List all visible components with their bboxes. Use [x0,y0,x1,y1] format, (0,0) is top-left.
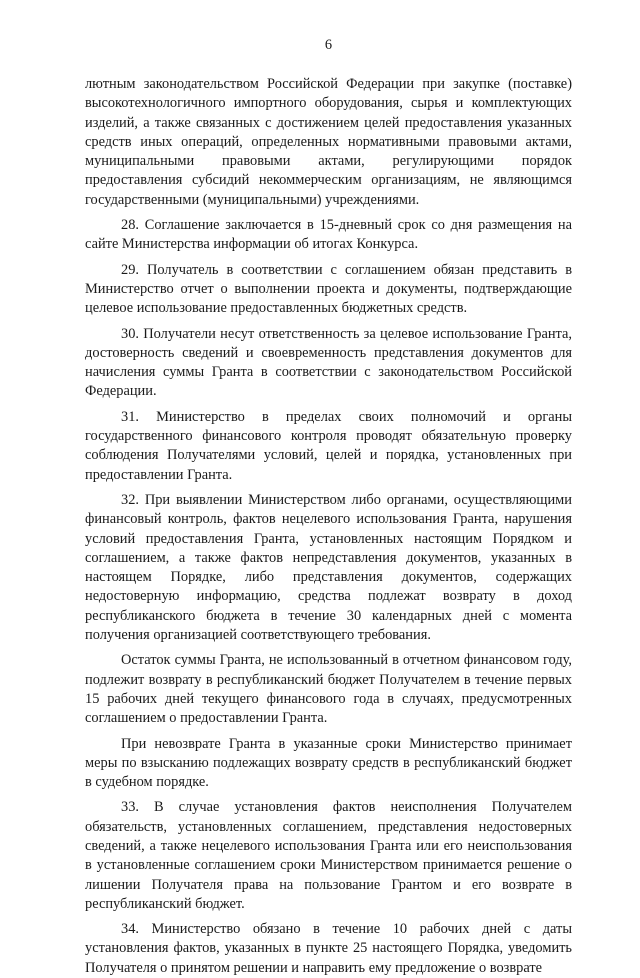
page-number: 6 [324,37,333,53]
paragraph-34: 34. Министерство обязано в течение 10 рабочих дней с даты установления фактов, указанных в пункте 25 настоящего Порядка, уведомить Получателя о принятом решении и направить ему предложение о возврате [85,921,572,976]
paragraph-28: 28. Соглашение заключается в 15-дневный срок со дня размещения на сайте Министерства информации об итогах Конкурса. [85,217,572,253]
document-body [85,75,572,978]
paragraph-33: 33. В случае установления фактов неисполнения Получателем обязательств, установленных соглашением, представления недостоверных сведений, а также нецелевого использования Гранта или его неиспользования в установленные соглашением сроки Министерством принимается решение о лишении Получателя права на пользование Грантом и его возврате в республиканский бюджет. [85,799,572,912]
paragraph-29: 29. Получатель в соответствии с соглашением обязан представить в Министерство отчет о выполнении проекта и документы, подтверждающие целевое использование предоставленных бюджетных средств. [85,261,572,317]
paragraph-30: 30. Получатели несут ответственность за целевое использование Гранта, достоверность сведений и своевременность представления документов для начисления суммы Гранта в соответствии с законодательством Российской Федерации. [85,325,572,400]
paragraph-continuation: лютным законодательством Российской Федерации при закупке (поставке) высокотехнологичного импортного оборудования, сырья и комплектующих изделий, а также связанных с достижением целей предоставления указанных средств иных операций, определенных нормативными правовыми актами, муниципальными правовыми актами, регулирующими порядок предоставления субсидий некоммерческим организациям, не являющимся государственными (муниципальными) учреждениями. [85,76,572,208]
paragraph-nonreturn: При невозврате Гранта в указанные сроки Министерство принимает меры по взысканию подлежащих возврату средств в республиканский бюджет в судебном порядке. [85,735,572,791]
paragraph-32: 32. При выявлении Министерством либо органами, осуществляющими финансовый контроль, фактов нецелевого использования Гранта, нарушения условий предоставления Гранта, установленных настоящим Порядком и соглашением, а также фактов непредставления документов, указанных в настоящем Порядке, либо представления документов, содержащих недостоверную информацию, средства подлежат возврату в доход республиканского бюджета в течение 30 календарных дней с момента получения организацией соответствующего требования. [85,491,572,644]
paragraph-31: 31. Министерство в пределах своих полномочий и органы государственного финансового контроля проводят обязательную проверку соблюдения Получателями условий, целей и порядка, установленных при предоставлении Гранта. [85,408,572,483]
paragraph-remainder: Остаток суммы Гранта, не использованный в отчетном финансовом году, подлежит возврату в республиканский бюджет Получателем в течение первых 15 рабочих дней текущего финансового года в случаях, предусмотренных соглашением о предоставлении Гранта. [85,652,572,727]
